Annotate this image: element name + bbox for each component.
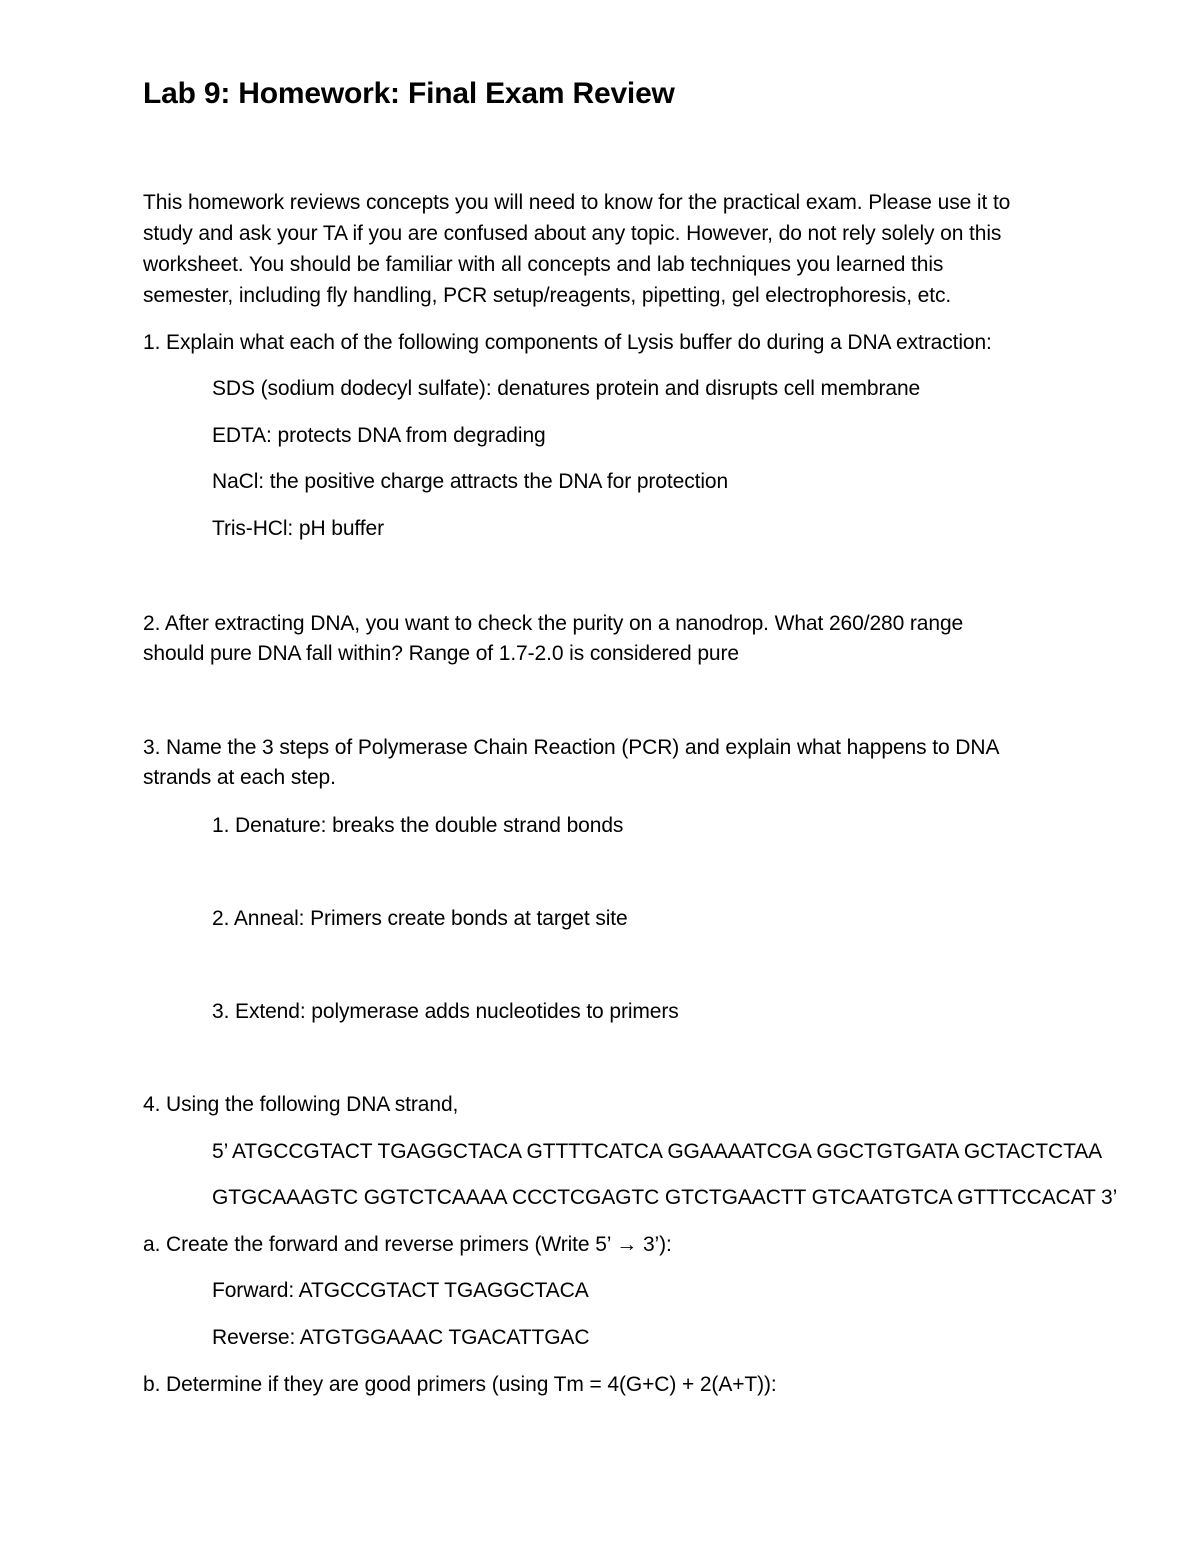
- dna-sequence-line: GTGCAAAGTC GGTCTCAAAA CCCTCGAGTC GTCTGAACTT GTCAATGTCA GTTTCCACAT 3’: [212, 1186, 1118, 1209]
- answer-sds: SDS (sodium dodecyl sulfate): denatures protein and disrupts cell membrane: [212, 377, 921, 400]
- page-title: Lab 9: Homework: Final Exam Review: [143, 77, 675, 110]
- answer-tris-hcl: Tris-HCl: pH buffer: [212, 517, 384, 540]
- intro-line: semester, including fly handling, PCR setup/reagents, pipetting, gel electrophoresis, etc.: [143, 284, 952, 307]
- question-4a: a. Create the forward and reverse primers (Write 5’ → 3’):: [143, 1233, 672, 1256]
- dna-sequence-line: 5’ ATGCCGTACT TGAGGCTACA GTTTTCATCA GGAAAATCGA GGCTGTGATA GCTACTCTAA: [212, 1140, 1103, 1163]
- pcr-step-denature: 1. Denature: breaks the double strand bonds: [212, 814, 624, 837]
- pcr-step-extend: 3. Extend: polymerase adds nucleotides to primers: [212, 1000, 679, 1023]
- answer-edta: EDTA: protects DNA from degrading: [212, 424, 546, 447]
- answer-nacl: NaCl: the positive charge attracts the DNA for protection: [212, 470, 729, 493]
- question-1: 1. Explain what each of the following components of Lysis buffer do during a DNA extraction:: [143, 331, 992, 354]
- question-3: 3. Name the 3 steps of Polymerase Chain Reaction (PCR) and explain what happens to DNA: [143, 736, 1000, 759]
- question-2-answer: should pure DNA fall within? Range of 1.7-2.0 is considered pure: [143, 642, 739, 665]
- intro-line: worksheet. You should be familiar with all concepts and lab techniques you learned this: [143, 253, 944, 276]
- reverse-primer: Reverse: ATGTGGAAAC TGACATTGAC: [212, 1326, 590, 1349]
- question-3: strands at each step.: [143, 766, 336, 789]
- pcr-step-anneal: 2. Anneal: Primers create bonds at target site: [212, 907, 628, 930]
- question-2: 2. After extracting DNA, you want to check the purity on a nanodrop. What 260/280 range: [143, 612, 964, 635]
- question-4b: b. Determine if they are good primers (using Tm = 4(G+C) + 2(A+T)):: [143, 1373, 777, 1396]
- intro-line: This homework reviews concepts you will need to know for the practical exam. Please use it to: [143, 191, 1011, 214]
- intro-line: study and ask your TA if you are confused about any topic. However, do not rely solely on this: [143, 222, 1002, 245]
- question-4: 4. Using the following DNA strand,: [143, 1093, 459, 1116]
- forward-primer: Forward: ATGCCGTACT TGAGGCTACA: [212, 1279, 589, 1302]
